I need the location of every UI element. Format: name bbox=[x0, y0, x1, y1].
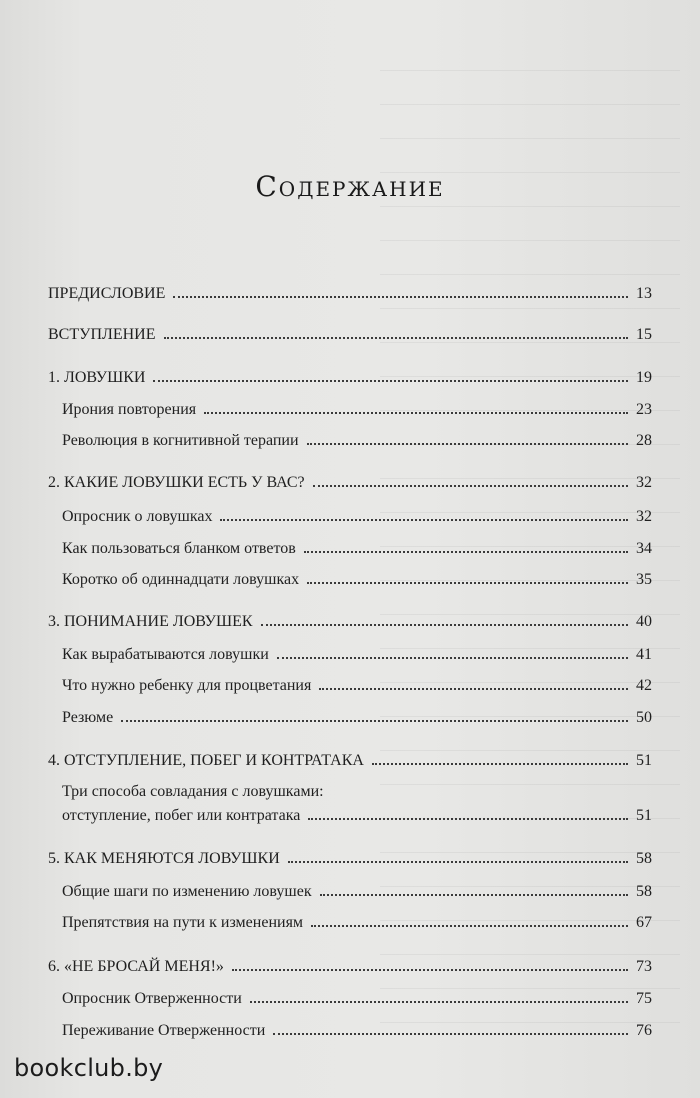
toc-entry bbox=[48, 323, 652, 345]
toc-entry bbox=[48, 366, 652, 388]
toc-page-number: 51 bbox=[636, 752, 652, 769]
toc-page-number: 32 bbox=[636, 474, 652, 491]
toc-leader-dots bbox=[250, 987, 628, 1003]
toc-page-number: 58 bbox=[636, 883, 652, 900]
toc-page-number: 28 bbox=[636, 432, 652, 449]
toc-entry-label: 4. ОТСТУПЛЕНИЕ, ПОБЕГ И КОНТРАТАКА bbox=[48, 752, 364, 769]
toc-entry bbox=[48, 610, 652, 632]
toc-subentry bbox=[62, 880, 652, 902]
toc-entry-label: ПРЕДИСЛОВИЕ bbox=[48, 285, 166, 302]
toc-subentry bbox=[62, 706, 652, 728]
toc-subentry bbox=[62, 537, 652, 559]
toc-entry-label: Революция в когнитивной терапии bbox=[62, 432, 299, 449]
toc-leader-dots bbox=[304, 537, 628, 553]
toc-entry-label: Опросник о ловушках bbox=[62, 508, 213, 525]
toc-entry-label: Ирония повторения bbox=[62, 401, 197, 418]
toc-page-number: 73 bbox=[636, 958, 652, 975]
toc-subentry bbox=[62, 674, 652, 696]
toc-leader-dots bbox=[320, 880, 628, 896]
toc-page-number: 67 bbox=[636, 914, 652, 931]
toc-page-number: 40 bbox=[636, 613, 652, 630]
toc-leader-dots bbox=[204, 398, 628, 414]
toc-page-number: 19 bbox=[636, 369, 652, 386]
toc-entry bbox=[48, 282, 652, 304]
toc-entry-label: 3. ПОНИМАНИЕ ЛОВУШЕК bbox=[48, 613, 253, 630]
toc-leader-dots bbox=[121, 706, 628, 722]
site-watermark: bookclub.by bbox=[14, 1054, 164, 1082]
toc-entry-label: 1. ЛОВУШКИ bbox=[48, 369, 146, 386]
toc-entry-label: ВСТУПЛЕНИЕ bbox=[48, 326, 156, 343]
toc-entry-label: Как вырабатываются ловушки bbox=[62, 646, 269, 663]
toc-leader-dots bbox=[319, 674, 628, 690]
toc-subentry bbox=[62, 398, 652, 420]
toc-leader-dots bbox=[307, 568, 628, 584]
toc-entry-label: Что нужно ребенку для процветания bbox=[62, 677, 312, 694]
toc-leader-dots bbox=[277, 643, 628, 659]
toc-subentry bbox=[62, 1019, 652, 1041]
toc-subentry bbox=[62, 643, 652, 665]
toc-subentry bbox=[62, 911, 652, 933]
toc-subentry bbox=[62, 987, 652, 1009]
toc-entry-label: Коротко об одиннадцати ловушках bbox=[62, 571, 300, 588]
toc-page-number: 58 bbox=[636, 850, 652, 867]
toc-page-number: 23 bbox=[636, 401, 652, 418]
toc-entry-label: Как пользоваться бланком ответов bbox=[62, 540, 296, 557]
toc-page-number: 42 bbox=[636, 677, 652, 694]
toc-leader-dots bbox=[173, 282, 628, 298]
toc-subentry-first-line: Три способа совладания с ловушками: bbox=[62, 783, 324, 800]
toc-entry-label: Опросник Отверженности bbox=[62, 990, 242, 1007]
toc-page-number: 75 bbox=[636, 990, 652, 1007]
toc-leader-dots bbox=[273, 1019, 628, 1035]
toc-page-number: 32 bbox=[636, 508, 652, 525]
toc-leader-dots bbox=[311, 911, 628, 927]
toc-page-number: 76 bbox=[636, 1022, 652, 1039]
toc-page-number: 13 bbox=[636, 285, 652, 302]
toc-entry-label: Переживание Отверженности bbox=[62, 1022, 266, 1039]
page-title: Содержание bbox=[255, 170, 445, 203]
toc-subentry bbox=[62, 429, 652, 451]
toc-entry bbox=[48, 847, 652, 869]
toc-leader-dots bbox=[261, 610, 628, 626]
toc-leader-dots bbox=[232, 955, 628, 971]
toc-page-number: 35 bbox=[636, 571, 652, 588]
toc-page-number: 15 bbox=[636, 326, 652, 343]
toc-page-number: 50 bbox=[636, 709, 652, 726]
toc-entry-label: Резюме bbox=[62, 709, 114, 726]
toc-leader-dots bbox=[307, 429, 628, 445]
toc-leader-dots bbox=[164, 323, 628, 339]
toc-subentry bbox=[62, 568, 652, 590]
toc-entry-label: Общие шаги по изменению ловушек bbox=[62, 883, 312, 900]
toc-entry-label: 2. КАКИЕ ЛОВУШКИ ЕСТЬ У ВАС? bbox=[48, 474, 305, 491]
toc-entry-label: 6. «НЕ БРОСАЙ МЕНЯ!» bbox=[48, 958, 224, 975]
toc-page-number: 51 bbox=[636, 807, 652, 824]
toc-entry bbox=[48, 749, 652, 771]
toc-subentry bbox=[62, 804, 652, 826]
toc-entry-label: отступление, побег или контратака bbox=[62, 807, 301, 824]
toc-subentry bbox=[62, 505, 652, 527]
toc-leader-dots bbox=[308, 804, 628, 820]
toc-leader-dots bbox=[220, 505, 628, 521]
toc-entry-label: 5. КАК МЕНЯЮТСЯ ЛОВУШКИ bbox=[48, 850, 280, 867]
toc-page-number: 41 bbox=[636, 646, 652, 663]
toc-leader-dots bbox=[372, 749, 628, 765]
toc-page-number: 34 bbox=[636, 540, 652, 557]
toc-leader-dots bbox=[313, 471, 628, 487]
toc-entry bbox=[48, 955, 652, 977]
toc-leader-dots bbox=[153, 366, 628, 382]
toc-entry-label: Препятствия на пути к изменениям bbox=[62, 914, 304, 931]
toc-entry bbox=[48, 471, 652, 493]
toc-leader-dots bbox=[288, 847, 628, 863]
